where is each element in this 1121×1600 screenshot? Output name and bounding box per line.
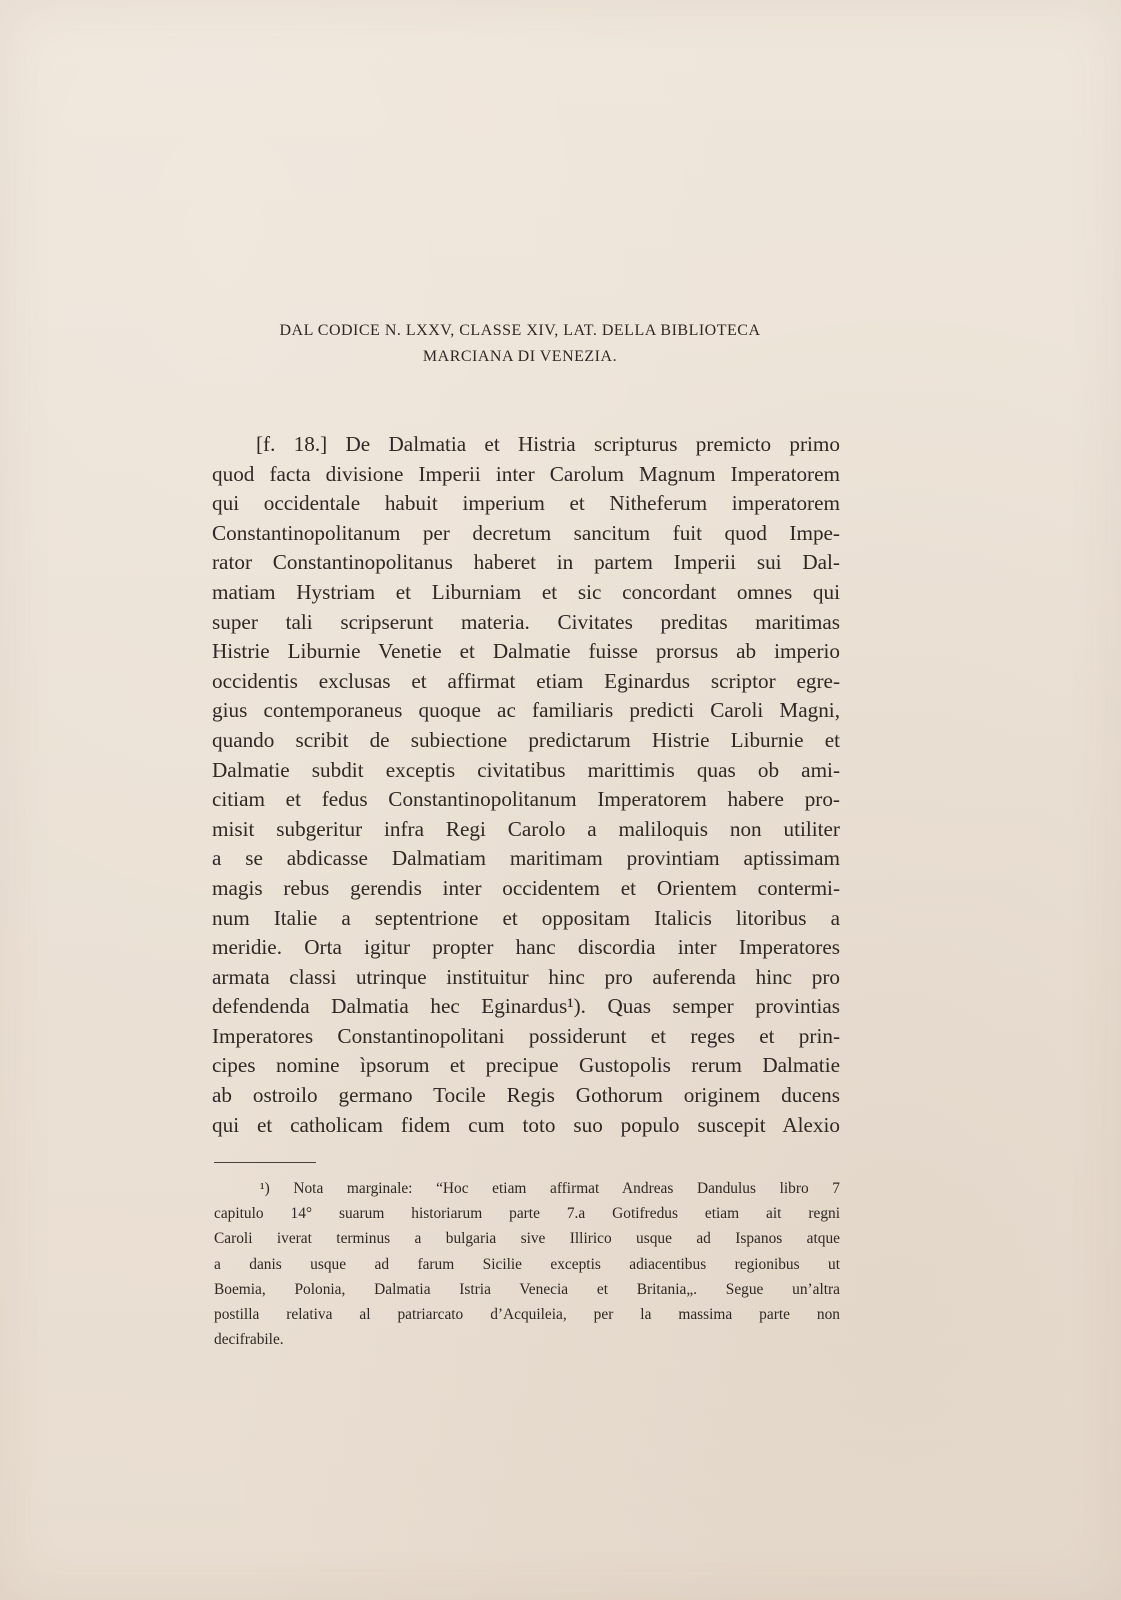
text-line: super tali scripserunt materia. Civitates preditas maritimas bbox=[212, 609, 840, 634]
text-line: Dalmatie subdit exceptis civitatibus marittimis quas ob ami- bbox=[212, 757, 840, 782]
text-line: Imperatores Constantinopolitani possiderunt et reges et prin- bbox=[212, 1023, 840, 1048]
text-line: occidentis exclusas et affirmat etiam Eginardus scriptor egre- bbox=[212, 668, 840, 693]
text-line: qui et catholicam fidem cum toto suo populo suscepit Alexio bbox=[212, 1112, 840, 1137]
text-line: citiam et fedus Constantinopolitanum Imperatorem habere pro- bbox=[212, 787, 840, 812]
footnote-line: Boemia, Polonia, Dalmatia Istria Venecia et Britania„. Segue un’altra bbox=[214, 1280, 840, 1298]
text-line: a se abdicasse Dalmatiam maritimam provintiam aptissimam bbox=[212, 846, 840, 871]
footnote-line: Caroli iverat terminus a bulgaria sive Illirico usque ad Ispanos atque bbox=[214, 1230, 840, 1248]
text-line: meridie. Orta igitur propter hanc discordia inter Imperatores bbox=[212, 935, 840, 960]
text-line: ab ostroilo germano Tocile Regis Gothorum originem ducens bbox=[212, 1083, 840, 1108]
text-line: Constantinopolitanum per decretum sancitum fuit quod Impe- bbox=[212, 520, 840, 545]
footnote-line: a danis usque ad farum Sicilie exceptis adiacentibus regionibus ut bbox=[214, 1255, 840, 1273]
text-line: gius contemporaneus quoque ac familiaris predicti Caroli Magni, bbox=[212, 698, 840, 723]
text-line: qui occidentale habuit imperium et Nitheferum imperatorem bbox=[212, 491, 840, 516]
heading-line-2: MARCIANA DI VENEZIA. bbox=[422, 348, 618, 365]
text-line: armata classi utrinque instituitur hinc pro auferenda hinc pro bbox=[212, 964, 840, 989]
text-line: matiam Hystriam et Liburniam et sic concordant omnes qui bbox=[212, 579, 840, 604]
text-line: rator Constantinopolitanus haberet in partem Imperii sui Dal- bbox=[212, 550, 840, 575]
main-text bbox=[212, 430, 840, 1140]
text-line: [f. 18.] De Dalmatia et Histria scripturus premicto primo bbox=[256, 432, 840, 456]
footnote-line: decifrabile. bbox=[214, 1331, 284, 1349]
footnote-divider bbox=[214, 1162, 316, 1163]
document-heading bbox=[190, 318, 850, 370]
text-line: misit subgeritur infra Regi Carolo a maliloquis non utiliter bbox=[212, 816, 840, 841]
heading-line-1: DAL CODICE N. LXXV, CLASSE XIV, LAT. DELLA BIBLIOTECA bbox=[279, 322, 761, 339]
footnote-line: ¹) Nota marginale: “Hoc etiam affirmat Andreas Dandulus libro 7 bbox=[260, 1180, 840, 1197]
footnote-block bbox=[214, 1176, 840, 1352]
text-line: quod facta divisione Imperii inter Carolum Magnum Imperatorem bbox=[212, 461, 840, 486]
text-line: magis rebus gerendis inter occidentem et Orientem contermi- bbox=[212, 875, 840, 900]
footnote-line: capitulo 14° suarum historiarum parte 7.a Gotifredus etiam ait regni bbox=[214, 1205, 840, 1223]
text-line: num Italie a septentrione et oppositam Italicis litoribus a bbox=[212, 905, 840, 930]
text-line: Histrie Liburnie Venetie et Dalmatie fuisse prorsus ab imperio bbox=[212, 639, 840, 664]
footnote-line: postilla relativa al patriarcato d’Acquileia, per la massima parte non bbox=[214, 1306, 840, 1324]
text-line: defendenda Dalmatia hec Eginardus¹). Quas semper provintias bbox=[212, 994, 840, 1019]
text-line: cipes nomine ìpsorum et precipue Gustopolis rerum Dalmatie bbox=[212, 1053, 840, 1078]
text-line: quando scribit de subiectione predictarum Histrie Liburnie et bbox=[212, 727, 840, 752]
